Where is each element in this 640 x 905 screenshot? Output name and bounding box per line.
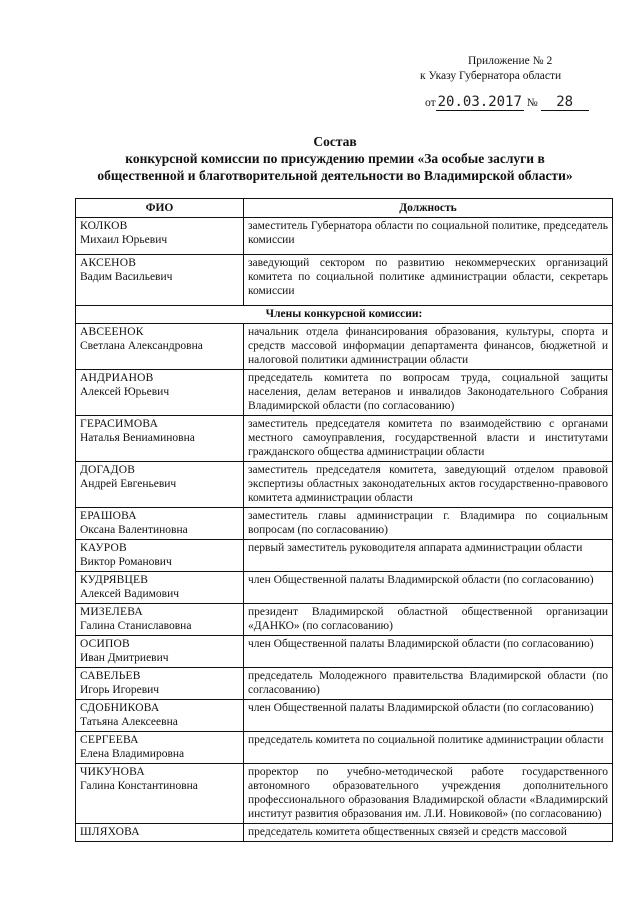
appendix-decree: к Указу Губернатора области <box>420 70 562 82</box>
title-line-2: конкурсной комиссии по присуждению премии «За особые заслуги в <box>125 151 545 166</box>
member-given-name: Вадим Васильевич <box>80 271 173 283</box>
member-given-name: Татьяна Алексеевна <box>80 716 178 728</box>
member-given-name: Игорь Игоревич <box>80 684 160 696</box>
date-prefix: от <box>425 97 436 109</box>
member-surname: АВСЕЕНОК <box>80 326 144 338</box>
member-given-name: Виктор Романович <box>80 556 172 568</box>
member-surname: СДОБНИКОВА <box>80 702 160 714</box>
table-row <box>76 324 613 370</box>
member-given-name: Оксана Валентиновна <box>80 524 188 536</box>
member-surname: ЕРАШОВА <box>80 510 137 522</box>
table-row <box>76 540 613 572</box>
member-given-name: Галина Константиновна <box>80 780 198 792</box>
member-surname: КУДРЯВЦЕВ <box>80 574 149 586</box>
member-name-cell <box>76 370 244 416</box>
member-position: член Общественной палаты Владимирской области (по согласованию) <box>244 572 613 604</box>
member-position: президент Владимирской областной общественной организации «ДАНКО» (по согласованию) <box>244 604 613 636</box>
member-given-name: Светлана Александровна <box>80 340 203 352</box>
table-row <box>76 604 613 636</box>
member-surname: ОСИПОВ <box>80 638 130 650</box>
member-position: член Общественной палаты Владимирской области (по согласованию) <box>244 700 613 732</box>
table-row <box>76 700 613 732</box>
member-position: начальник отдела финансирования образования, культуры, спорта и средств массовой информации департамента финансов, бюджетной и налоговой политики администрации области <box>244 324 613 370</box>
member-name-cell <box>76 572 244 604</box>
title-line-1: Состав <box>313 134 357 149</box>
header-name: ФИО <box>76 199 244 218</box>
member-given-name: Алексей Вадимович <box>80 588 180 600</box>
member-position: первый заместитель руководителя аппарата администрации области <box>244 540 613 572</box>
member-surname: СЕРГЕЕВА <box>80 734 139 746</box>
member-given-name: Алексей Юрьевич <box>80 386 170 398</box>
member-name-cell <box>76 416 244 462</box>
table-row <box>76 668 613 700</box>
decree-number: 28 <box>541 94 589 111</box>
member-position: председатель комитета по социальной политике администрации области <box>244 732 613 764</box>
commission-table <box>75 198 613 842</box>
member-surname: КАУРОВ <box>80 542 127 554</box>
member-name-cell <box>76 508 244 540</box>
member-position: председатель комитета общественных связей и средств массовой <box>244 824 613 842</box>
header-position: Должность <box>244 199 613 218</box>
member-given-name: Иван Дмитриевич <box>80 652 169 664</box>
member-given-name: Михаил Юрьевич <box>80 234 168 246</box>
member-name-cell <box>76 824 244 842</box>
title-line-3: общественной и благотворительной деятельности во Владимирской области» <box>97 168 573 183</box>
member-position: председатель комитета по вопросам труда, социальной защиты населения, делам ветеранов и инвалидов Законодательного Собрания Владимирской области (по согласованию) <box>244 370 613 416</box>
member-position: член Общественной палаты Владимирской области (по согласованию) <box>244 636 613 668</box>
member-surname: САВЕЛЬЕВ <box>80 670 141 682</box>
member-name-cell <box>76 462 244 508</box>
member-surname: АКСЕНОВ <box>80 257 137 269</box>
member-name-cell <box>76 636 244 668</box>
appendix-header <box>420 54 620 84</box>
member-name-cell <box>76 764 244 824</box>
member-position: заведующий сектором по развитию некоммерческих организаций комитета по социальной политике администрации области, секретарь комиссии <box>244 255 613 306</box>
member-surname: ГЕРАСИМОВА <box>80 418 159 430</box>
member-position: заместитель главы администрации г. Владимира по социальным вопросам (по согласованию) <box>244 508 613 540</box>
table-row <box>76 508 613 540</box>
table-header-row <box>76 199 613 218</box>
table-row <box>76 764 613 824</box>
member-given-name: Галина Станиславовна <box>80 620 192 632</box>
table-row <box>76 732 613 764</box>
member-surname: ДОГАДОВ <box>80 464 136 476</box>
members-section-heading: Члены конкурсной комиссии: <box>76 306 613 324</box>
table-row <box>76 370 613 416</box>
member-given-name: Елена Владимировна <box>80 748 185 760</box>
member-name-cell <box>76 732 244 764</box>
member-given-name: Наталья Вениаминовна <box>80 432 195 444</box>
member-position: заместитель председателя комитета, заведующий отделом правовой экспертизы областных законодательных актов государственно-правового комитета администрации области <box>244 462 613 508</box>
table-row <box>76 572 613 604</box>
member-given-name: Андрей Евгеньевич <box>80 478 177 490</box>
table-row <box>76 416 613 462</box>
decree-date: 20.03.2017 <box>437 94 522 110</box>
member-surname: АНДРИАНОВ <box>80 372 154 384</box>
member-name-cell <box>76 255 244 306</box>
member-position: председатель Молодежного правительства Владимирской области (по согласованию) <box>244 668 613 700</box>
member-position: заместитель председателя комитета по взаимодействию с органами местного самоуправления, государственной власти и институтами гражданского общества администрации области <box>244 416 613 462</box>
table-row <box>76 255 613 306</box>
table-row <box>76 462 613 508</box>
member-position: заместитель Губернатора области по социальной политике, председатель комиссии <box>244 218 613 255</box>
member-surname: ЧИКУНОВА <box>80 766 145 778</box>
member-name-cell <box>76 700 244 732</box>
member-name-cell <box>76 324 244 370</box>
document-title <box>60 133 610 184</box>
member-name-cell <box>76 604 244 636</box>
number-prefix: № <box>526 97 538 109</box>
member-name-cell <box>76 218 244 255</box>
member-surname: КОЛКОВ <box>80 220 128 232</box>
members-section-row <box>76 306 613 324</box>
appendix-label: Приложение № 2 <box>468 55 553 67</box>
member-surname: МИЗЕЛЕВА <box>80 606 143 618</box>
member-name-cell <box>76 668 244 700</box>
member-surname: ШЛЯХОВА <box>80 826 140 838</box>
decree-date-line <box>425 94 589 111</box>
table-row <box>76 636 613 668</box>
member-position: проректор по учебно-методической работе государственного автономного образовательного учреждения дополнительного профессионального образования Владимирской области «Владимирский институт развития образования им. Л.И. Новиковой» (по согласованию) <box>244 764 613 824</box>
member-name-cell <box>76 540 244 572</box>
table-row <box>76 218 613 255</box>
table-row <box>76 824 613 842</box>
